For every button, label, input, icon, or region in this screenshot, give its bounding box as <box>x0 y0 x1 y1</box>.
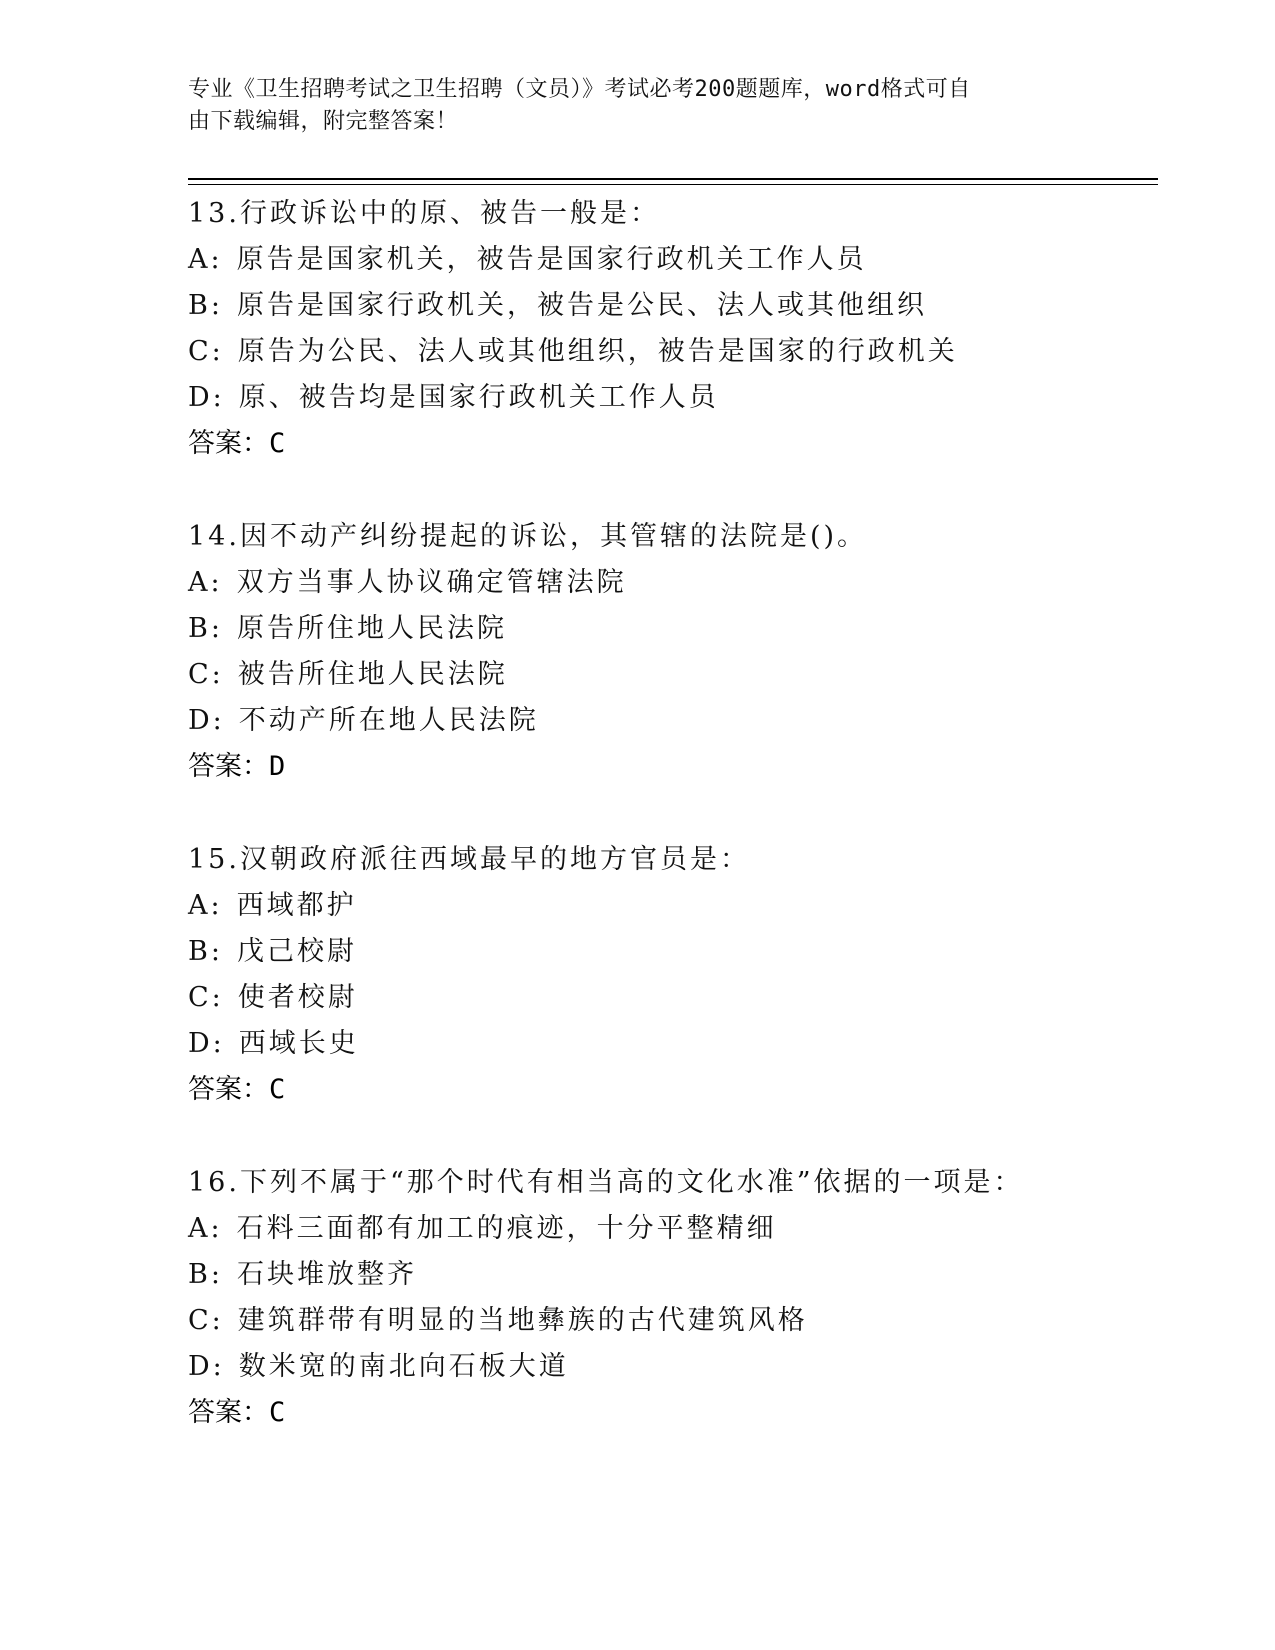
option-d <box>188 375 1148 421</box>
option-key: C: <box>188 982 224 1013</box>
option-c <box>188 1298 1148 1344</box>
question-15 <box>188 837 1148 1113</box>
option-text: 石料三面都有加工的痕迹，十分平整精细 <box>236 1213 777 1244</box>
option-key: B: <box>188 1259 223 1290</box>
option-a <box>188 560 1148 606</box>
question-stem: 15.汉朝政府派往西域最早的地方官员是： <box>188 844 750 875</box>
answer-line: 答案：C <box>188 428 286 459</box>
option-key: A: <box>188 567 223 598</box>
option-c <box>188 652 1148 698</box>
answer-line: 答案：C <box>188 1397 286 1428</box>
option-text: 建筑群带有明显的当地彝族的古代建筑风格 <box>237 1305 808 1336</box>
option-key: A: <box>188 1213 223 1244</box>
option-text: 不动产所在地人民法院 <box>238 705 539 736</box>
option-a <box>188 1206 1148 1252</box>
option-text: 使者校尉 <box>237 982 358 1013</box>
header-line-1: 专业《卫生招聘考试之卫生招聘（文员）》考试必考200题题库，word格式可自 <box>188 77 971 102</box>
option-key: C: <box>188 659 224 690</box>
header-divider-thin <box>188 184 1158 185</box>
header-line-2: 由下载编辑，附完整答案！ <box>188 109 459 134</box>
option-text: 原、被告均是国家行政机关工作人员 <box>238 382 719 413</box>
question-16 <box>188 1160 1148 1436</box>
question-13 <box>188 191 1148 467</box>
option-key: A: <box>188 890 223 921</box>
option-text: 西域都护 <box>236 890 357 921</box>
option-text: 戊己校尉 <box>236 936 357 967</box>
option-key: B: <box>188 613 223 644</box>
option-text: 原告为公民、法人或其他组织，被告是国家的行政机关 <box>237 336 958 367</box>
option-text: 原告所住地人民法院 <box>236 613 507 644</box>
option-text: 原告是国家行政机关，被告是公民、法人或其他组织 <box>236 290 927 321</box>
option-text: 双方当事人协议确定管辖法院 <box>236 567 627 598</box>
question-list <box>188 191 1148 1483</box>
option-a <box>188 237 1148 283</box>
option-text: 石块堆放整齐 <box>236 1259 417 1290</box>
answer-line: 答案：C <box>188 1074 286 1105</box>
option-a <box>188 883 1148 929</box>
option-b <box>188 929 1148 975</box>
option-b <box>188 606 1148 652</box>
question-stem: 14.因不动产纠纷提起的诉讼，其管辖的法院是()。 <box>188 521 868 552</box>
option-key: C: <box>188 336 224 367</box>
option-d <box>188 1021 1148 1067</box>
option-c <box>188 329 1148 375</box>
question-14 <box>188 514 1148 790</box>
option-key: D: <box>188 1028 225 1059</box>
option-key: A: <box>188 244 223 275</box>
option-key: B: <box>188 290 223 321</box>
question-stem: 16.下列不属于“那个时代有相当高的文化水准”依据的一项是： <box>188 1167 1024 1198</box>
option-key: D: <box>188 1351 225 1382</box>
option-d <box>188 698 1148 744</box>
question-stem: 13.行政诉讼中的原、被告一般是： <box>188 198 660 229</box>
header-divider-thick <box>188 178 1158 180</box>
option-key: D: <box>188 705 225 736</box>
option-text: 被告所住地人民法院 <box>237 659 508 690</box>
option-text: 原告是国家机关，被告是国家行政机关工作人员 <box>236 244 867 275</box>
option-key: B: <box>188 936 223 967</box>
option-text: 西域长史 <box>238 1028 359 1059</box>
option-d <box>188 1344 1148 1390</box>
option-key: D: <box>188 382 225 413</box>
option-key: C: <box>188 1305 224 1336</box>
option-b <box>188 1252 1148 1298</box>
option-text: 数米宽的南北向石板大道 <box>238 1351 569 1382</box>
document-header <box>188 74 1088 138</box>
option-c <box>188 975 1148 1021</box>
answer-line: 答案：D <box>188 751 286 782</box>
option-b <box>188 283 1148 329</box>
